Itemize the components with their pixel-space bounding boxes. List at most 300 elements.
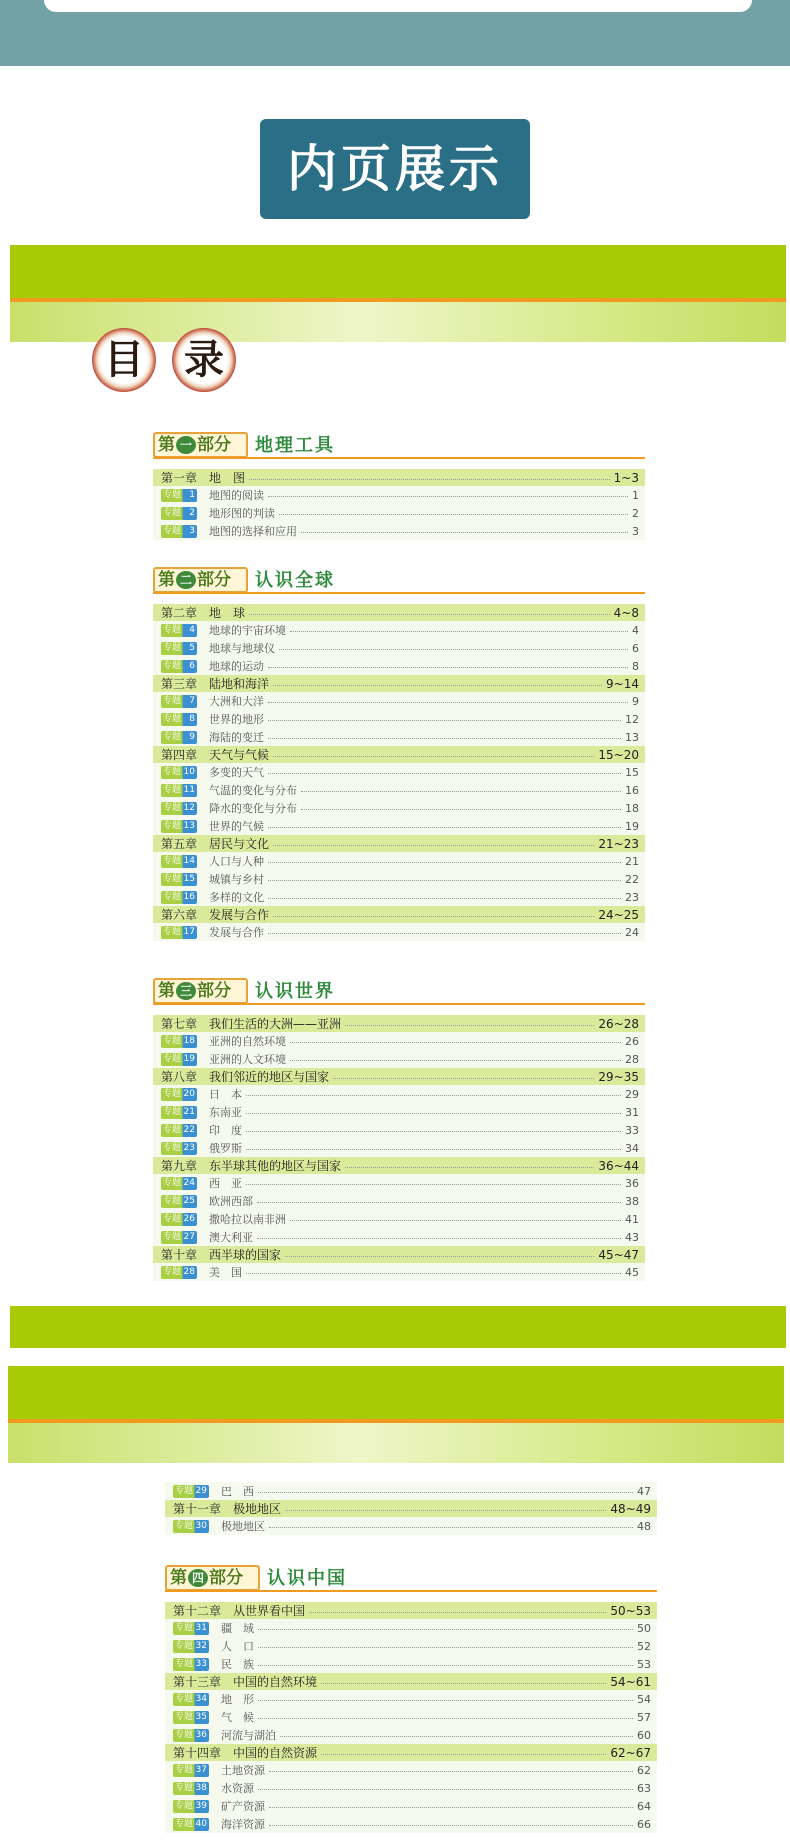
part-header bbox=[153, 976, 645, 1006]
page-number: 43 bbox=[625, 1230, 639, 1244]
topic-tag bbox=[161, 624, 197, 637]
page-number: 16 bbox=[625, 783, 639, 797]
topic-row bbox=[153, 1085, 645, 1103]
part-number: 二 bbox=[176, 571, 196, 589]
topic-row bbox=[153, 817, 645, 835]
topic-tag-number: 9 bbox=[189, 731, 195, 742]
topic-tag-word: 专题 bbox=[163, 1177, 182, 1188]
topic-label: 地形图的判读 bbox=[209, 507, 275, 520]
part-badge bbox=[153, 432, 248, 458]
dot-leader bbox=[269, 1771, 633, 1772]
chapter-row bbox=[165, 1500, 657, 1517]
topic-tag bbox=[161, 1124, 197, 1137]
section1-band-dark bbox=[10, 245, 786, 298]
dot-leader bbox=[249, 479, 610, 480]
page-number: 21~23 bbox=[598, 836, 639, 851]
topic-tag-number: 27 bbox=[183, 1231, 195, 1242]
topic-tag-word: 专题 bbox=[163, 1053, 182, 1064]
part-title: 地理工具 bbox=[255, 435, 335, 456]
page-number: 52 bbox=[637, 1639, 651, 1653]
topic-tag bbox=[161, 1231, 197, 1244]
page-number: 62 bbox=[637, 1763, 651, 1777]
topic-tag-word: 专题 bbox=[175, 1711, 194, 1722]
dot-leader bbox=[269, 1527, 633, 1528]
topic-label: 极地地区 bbox=[221, 1520, 265, 1533]
topic-label: 撒哈拉以南非洲 bbox=[209, 1213, 286, 1226]
chapter-label: 第九章 东半球其他的地区与国家 bbox=[161, 1159, 342, 1173]
part-title: 认识全球 bbox=[255, 570, 335, 591]
topic-tag bbox=[173, 1520, 209, 1533]
toc-block bbox=[153, 1015, 645, 1281]
topic-tag-number: 40 bbox=[195, 1818, 207, 1829]
chapter-row bbox=[165, 1602, 657, 1619]
part-suffix: 部分 bbox=[197, 435, 231, 455]
dot-leader bbox=[273, 685, 602, 686]
page-number: 66 bbox=[637, 1817, 651, 1831]
part-underline bbox=[153, 457, 645, 459]
page-number: 18 bbox=[625, 801, 639, 815]
topic-tag-word: 专题 bbox=[175, 1693, 194, 1704]
topic-label: 民 族 bbox=[221, 1658, 254, 1671]
topic-row bbox=[153, 621, 645, 639]
chapter-label: 第二章 地 球 bbox=[161, 606, 246, 620]
topic-row bbox=[153, 1032, 645, 1050]
topic-label: 美 国 bbox=[209, 1266, 242, 1279]
topic-row bbox=[153, 504, 645, 522]
topic-tag bbox=[161, 1035, 197, 1048]
page-number: 36 bbox=[625, 1176, 639, 1190]
topic-tag-number: 39 bbox=[195, 1800, 207, 1811]
topic-tag-word: 专题 bbox=[175, 1622, 194, 1633]
toc-block bbox=[153, 604, 645, 941]
page-number: 45~47 bbox=[598, 1247, 639, 1262]
topic-tag bbox=[161, 855, 197, 868]
dot-leader bbox=[321, 1754, 606, 1755]
topic-tag-word: 专题 bbox=[163, 713, 182, 724]
topic-row bbox=[153, 1050, 645, 1068]
topic-row bbox=[153, 1263, 645, 1281]
topic-tag bbox=[161, 926, 197, 939]
topic-row bbox=[153, 1192, 645, 1210]
topic-tag-number: 22 bbox=[183, 1124, 195, 1135]
topic-label: 日 本 bbox=[209, 1088, 242, 1101]
page-number: 48 bbox=[637, 1519, 651, 1533]
dot-leader bbox=[258, 1700, 633, 1701]
top-card bbox=[44, 0, 752, 12]
topic-tag-word: 专题 bbox=[175, 1782, 194, 1793]
topic-label: 地图的阅读 bbox=[209, 489, 264, 502]
page-number: 33 bbox=[625, 1123, 639, 1137]
topic-tag-word: 专题 bbox=[163, 802, 182, 813]
chapter-label: 第五章 居民与文化 bbox=[161, 837, 270, 851]
page-number: 1~3 bbox=[613, 470, 639, 485]
dot-leader bbox=[258, 1789, 633, 1790]
chapter-label: 第十二章 从世界看中国 bbox=[173, 1604, 306, 1618]
dot-leader bbox=[268, 862, 621, 863]
topic-tag-number: 26 bbox=[183, 1213, 195, 1224]
part-prefix: 第 bbox=[158, 981, 175, 1001]
topic-row bbox=[153, 870, 645, 888]
part-prefix: 第 bbox=[158, 570, 175, 590]
dot-leader bbox=[258, 1492, 633, 1493]
page-number: 15~20 bbox=[598, 747, 639, 762]
topic-label: 多变的天气 bbox=[209, 766, 264, 779]
topic-tag-number: 8 bbox=[189, 713, 195, 724]
part-suffix: 部分 bbox=[197, 570, 231, 590]
dot-leader bbox=[345, 1167, 594, 1168]
topic-tag bbox=[173, 1622, 209, 1635]
dot-leader bbox=[301, 532, 628, 533]
topic-tag-number: 14 bbox=[183, 855, 195, 866]
topic-tag bbox=[161, 731, 197, 744]
page-number: 26~28 bbox=[598, 1016, 639, 1031]
chapter-label: 第十三章 中国的自然环境 bbox=[173, 1675, 318, 1689]
topic-tag bbox=[161, 1142, 197, 1155]
topic-label: 人 口 bbox=[221, 1640, 254, 1653]
topic-tag-word: 专题 bbox=[175, 1764, 194, 1775]
page-number: 47 bbox=[637, 1484, 651, 1498]
topic-label: 东南亚 bbox=[209, 1106, 242, 1119]
topic-tag-number: 2 bbox=[189, 507, 195, 518]
topic-row bbox=[153, 1210, 645, 1228]
dot-leader bbox=[246, 1095, 621, 1096]
topic-tag-number: 3 bbox=[189, 525, 195, 536]
dot-leader bbox=[290, 1042, 621, 1043]
toc-block bbox=[165, 1482, 657, 1535]
section2-band-light bbox=[8, 1423, 784, 1463]
topic-row bbox=[153, 1121, 645, 1139]
topic-tag bbox=[161, 642, 197, 655]
topic-row bbox=[165, 1797, 657, 1815]
topic-tag bbox=[161, 1195, 197, 1208]
topic-row bbox=[165, 1517, 657, 1535]
topic-label: 发展与合作 bbox=[209, 926, 264, 939]
part-underline bbox=[153, 592, 645, 594]
topic-label: 地球与地球仪 bbox=[209, 642, 275, 655]
page-number: 54~61 bbox=[610, 1674, 651, 1689]
page-number: 50~53 bbox=[610, 1603, 651, 1618]
part-prefix: 第 bbox=[158, 435, 175, 455]
topic-label: 海洋资源 bbox=[221, 1818, 265, 1831]
part-badge bbox=[153, 567, 248, 593]
top-banner bbox=[0, 0, 790, 66]
part-number: 一 bbox=[176, 436, 196, 454]
topic-tag-word: 专题 bbox=[163, 1213, 182, 1224]
topic-tag-word: 专题 bbox=[163, 525, 182, 536]
topic-tag bbox=[161, 507, 197, 520]
dot-leader bbox=[269, 1807, 633, 1808]
topic-label: 俄罗斯 bbox=[209, 1142, 242, 1155]
topic-tag-word: 专题 bbox=[175, 1520, 194, 1531]
topic-row bbox=[165, 1708, 657, 1726]
topic-row bbox=[165, 1655, 657, 1673]
chapter-row bbox=[153, 604, 645, 621]
dot-leader bbox=[285, 1256, 594, 1257]
topic-tag-number: 33 bbox=[195, 1658, 207, 1669]
topic-tag-word: 专题 bbox=[163, 1195, 182, 1206]
topic-tag-number: 5 bbox=[189, 642, 195, 653]
topic-tag-number: 13 bbox=[183, 820, 195, 831]
topic-row bbox=[153, 781, 645, 799]
chapter-row bbox=[153, 1157, 645, 1174]
topic-label: 矿产资源 bbox=[221, 1800, 265, 1813]
dot-leader bbox=[268, 827, 621, 828]
dot-leader bbox=[268, 933, 621, 934]
topic-tag-number: 25 bbox=[183, 1195, 195, 1206]
topic-tag-word: 专题 bbox=[163, 1231, 182, 1242]
page-number: 3 bbox=[632, 524, 639, 538]
topic-row bbox=[165, 1726, 657, 1744]
topic-tag-word: 专题 bbox=[163, 695, 182, 706]
dot-leader bbox=[273, 756, 594, 757]
dot-leader bbox=[268, 720, 621, 721]
topic-tag-number: 20 bbox=[183, 1088, 195, 1099]
dot-leader bbox=[285, 1510, 606, 1511]
topic-row bbox=[153, 1103, 645, 1121]
topic-row bbox=[153, 657, 645, 675]
topic-tag-number: 17 bbox=[183, 926, 195, 937]
topic-label: 疆 域 bbox=[221, 1622, 254, 1635]
part-badge bbox=[153, 978, 248, 1004]
topic-row bbox=[153, 486, 645, 504]
topic-tag-word: 专题 bbox=[163, 731, 182, 742]
topic-tag-number: 15 bbox=[183, 873, 195, 884]
chapter-row bbox=[153, 469, 645, 486]
topic-label: 水资源 bbox=[221, 1782, 254, 1795]
page-number: 24~25 bbox=[598, 907, 639, 922]
topic-tag-word: 专题 bbox=[163, 1124, 182, 1135]
topic-label: 降水的变化与分布 bbox=[209, 802, 297, 815]
topic-tag-number: 7 bbox=[189, 695, 195, 706]
topic-row bbox=[165, 1815, 657, 1833]
page-number: 54 bbox=[637, 1692, 651, 1706]
dot-leader bbox=[246, 1149, 621, 1150]
chapter-label: 第十章 西半球的国家 bbox=[161, 1248, 282, 1262]
page-number: 6 bbox=[632, 641, 639, 655]
topic-row bbox=[165, 1779, 657, 1797]
page-number: 28 bbox=[625, 1052, 639, 1066]
topic-label: 地 形 bbox=[221, 1693, 254, 1706]
page-number: 13 bbox=[625, 730, 639, 744]
page-number: 9 bbox=[632, 694, 639, 708]
dot-leader bbox=[301, 809, 621, 810]
topic-tag-number: 4 bbox=[189, 624, 195, 635]
topic-tag bbox=[173, 1818, 209, 1831]
dot-leader bbox=[269, 1825, 633, 1826]
topic-tag bbox=[173, 1640, 209, 1653]
chapter-row bbox=[153, 835, 645, 852]
topic-tag bbox=[161, 891, 197, 904]
topic-tag-word: 专题 bbox=[163, 642, 182, 653]
dot-leader bbox=[290, 631, 628, 632]
chapter-row bbox=[153, 1068, 645, 1085]
topic-label: 地图的选择和应用 bbox=[209, 525, 297, 538]
topic-label: 世界的气候 bbox=[209, 820, 264, 833]
topic-tag bbox=[173, 1729, 209, 1742]
topic-label: 西 亚 bbox=[209, 1177, 242, 1190]
page-number: 21 bbox=[625, 854, 639, 868]
topic-tag bbox=[161, 802, 197, 815]
dot-leader bbox=[279, 649, 628, 650]
page-number: 31 bbox=[625, 1105, 639, 1119]
section2-band-dark bbox=[8, 1366, 784, 1419]
topic-tag-word: 专题 bbox=[175, 1485, 194, 1496]
page-number: 63 bbox=[637, 1781, 651, 1795]
topic-tag-number: 37 bbox=[195, 1764, 207, 1775]
topic-row bbox=[153, 763, 645, 781]
section1-bottom-band bbox=[10, 1306, 786, 1348]
topic-label: 土地资源 bbox=[221, 1764, 265, 1777]
topic-tag-number: 24 bbox=[183, 1177, 195, 1188]
topic-tag-number: 32 bbox=[195, 1640, 207, 1651]
dot-leader bbox=[321, 1683, 606, 1684]
page-number: 26 bbox=[625, 1034, 639, 1048]
chapter-label: 第十四章 中国的自然资源 bbox=[173, 1746, 318, 1760]
topic-row bbox=[165, 1690, 657, 1708]
topic-tag-word: 专题 bbox=[175, 1800, 194, 1811]
dot-leader bbox=[268, 773, 621, 774]
topic-tag bbox=[161, 873, 197, 886]
part-number: 四 bbox=[188, 1569, 208, 1587]
topic-tag-word: 专题 bbox=[163, 1106, 182, 1117]
dot-leader bbox=[268, 496, 628, 497]
chapter-label: 第七章 我们生活的大洲——亚洲 bbox=[161, 1017, 342, 1031]
topic-tag-number: 1 bbox=[189, 489, 195, 500]
part-underline bbox=[165, 1590, 657, 1592]
page-number: 57 bbox=[637, 1710, 651, 1724]
topic-tag-number: 38 bbox=[195, 1782, 207, 1793]
topic-tag bbox=[161, 695, 197, 708]
mulu-char-lu: 录 bbox=[172, 328, 236, 392]
chapter-row bbox=[153, 1015, 645, 1032]
page-number: 24 bbox=[625, 925, 639, 939]
topic-label: 地球的运动 bbox=[209, 660, 264, 673]
part-badge bbox=[165, 1565, 260, 1591]
topic-label: 亚洲的自然环境 bbox=[209, 1035, 286, 1048]
topic-tag-word: 专题 bbox=[163, 660, 182, 671]
chapter-row bbox=[165, 1673, 657, 1690]
topic-label: 气 候 bbox=[221, 1711, 254, 1724]
topic-tag-number: 21 bbox=[183, 1106, 195, 1117]
topic-row bbox=[165, 1619, 657, 1637]
dot-leader bbox=[268, 702, 628, 703]
topic-tag bbox=[161, 660, 197, 673]
chapter-row bbox=[153, 746, 645, 763]
topic-tag-number: 12 bbox=[183, 802, 195, 813]
page-number: 22 bbox=[625, 872, 639, 886]
topic-tag-word: 专题 bbox=[163, 873, 182, 884]
page-number: 38 bbox=[625, 1194, 639, 1208]
dot-leader bbox=[333, 1078, 594, 1079]
topic-tag bbox=[173, 1658, 209, 1671]
topic-row bbox=[165, 1761, 657, 1779]
page-number: 41 bbox=[625, 1212, 639, 1226]
page-number: 64 bbox=[637, 1799, 651, 1813]
topic-tag-word: 专题 bbox=[175, 1640, 194, 1651]
part-underline bbox=[153, 1003, 645, 1005]
topic-tag-number: 30 bbox=[195, 1520, 207, 1531]
topic-row bbox=[153, 639, 645, 657]
topic-tag bbox=[173, 1711, 209, 1724]
topic-row bbox=[153, 888, 645, 906]
dot-leader bbox=[279, 514, 628, 515]
mulu-char-mu: 目 bbox=[92, 328, 156, 392]
topic-row bbox=[153, 522, 645, 540]
topic-tag bbox=[161, 1213, 197, 1226]
topic-label: 人口与人种 bbox=[209, 855, 264, 868]
topic-tag-number: 34 bbox=[195, 1693, 207, 1704]
page-number: 23 bbox=[625, 890, 639, 904]
topic-tag bbox=[173, 1764, 209, 1777]
topic-label: 海陆的变迁 bbox=[209, 731, 264, 744]
topic-label: 欧洲西部 bbox=[209, 1195, 253, 1208]
topic-label: 澳大利亚 bbox=[209, 1231, 253, 1244]
topic-tag-word: 专题 bbox=[163, 1266, 182, 1277]
page-number: 4 bbox=[632, 623, 639, 637]
page-number: 12 bbox=[625, 712, 639, 726]
topic-tag-number: 19 bbox=[183, 1053, 195, 1064]
topic-tag-number: 29 bbox=[195, 1485, 207, 1496]
chapter-row bbox=[165, 1744, 657, 1761]
topic-tag-word: 专题 bbox=[163, 926, 182, 937]
dot-leader bbox=[268, 738, 621, 739]
topic-tag-number: 11 bbox=[183, 784, 195, 795]
topic-tag bbox=[161, 1266, 197, 1279]
topic-tag bbox=[161, 525, 197, 538]
topic-tag-number: 23 bbox=[183, 1142, 195, 1153]
chapter-row bbox=[153, 1246, 645, 1263]
dot-leader bbox=[249, 614, 610, 615]
page-number: 36~44 bbox=[598, 1158, 639, 1173]
dot-leader bbox=[301, 791, 621, 792]
dot-leader bbox=[257, 1202, 621, 1203]
topic-row bbox=[153, 1228, 645, 1246]
dot-leader bbox=[257, 1238, 621, 1239]
dot-leader bbox=[246, 1273, 621, 1274]
dot-leader bbox=[290, 1220, 621, 1221]
topic-tag bbox=[161, 1177, 197, 1190]
topic-tag bbox=[161, 1053, 197, 1066]
topic-tag-word: 专题 bbox=[163, 820, 182, 831]
toc-block bbox=[165, 1602, 657, 1833]
topic-tag-number: 18 bbox=[183, 1035, 195, 1046]
topic-label: 巴 西 bbox=[221, 1485, 254, 1498]
dot-leader bbox=[280, 1736, 633, 1737]
page-number: 2 bbox=[632, 506, 639, 520]
topic-tag-word: 专题 bbox=[163, 1142, 182, 1153]
topic-tag bbox=[173, 1800, 209, 1813]
topic-tag-word: 专题 bbox=[175, 1818, 194, 1829]
chapter-label: 第八章 我们邻近的地区与国家 bbox=[161, 1070, 330, 1084]
dot-leader bbox=[273, 845, 594, 846]
topic-row bbox=[153, 923, 645, 941]
chapter-label: 第十一章 极地地区 bbox=[173, 1502, 282, 1516]
page-number: 45 bbox=[625, 1265, 639, 1279]
topic-label: 气温的变化与分布 bbox=[209, 784, 297, 797]
dot-leader bbox=[246, 1113, 621, 1114]
topic-label: 多样的文化 bbox=[209, 891, 264, 904]
topic-tag bbox=[173, 1485, 209, 1498]
topic-tag-number: 6 bbox=[189, 660, 195, 671]
topic-tag bbox=[161, 784, 197, 797]
topic-tag-word: 专题 bbox=[163, 507, 182, 518]
topic-tag bbox=[173, 1782, 209, 1795]
topic-label: 印 度 bbox=[209, 1124, 242, 1137]
topic-row bbox=[153, 1174, 645, 1192]
topic-tag-word: 专题 bbox=[163, 624, 182, 635]
topic-label: 地球的宇宙环境 bbox=[209, 624, 286, 637]
topic-label: 世界的地形 bbox=[209, 713, 264, 726]
